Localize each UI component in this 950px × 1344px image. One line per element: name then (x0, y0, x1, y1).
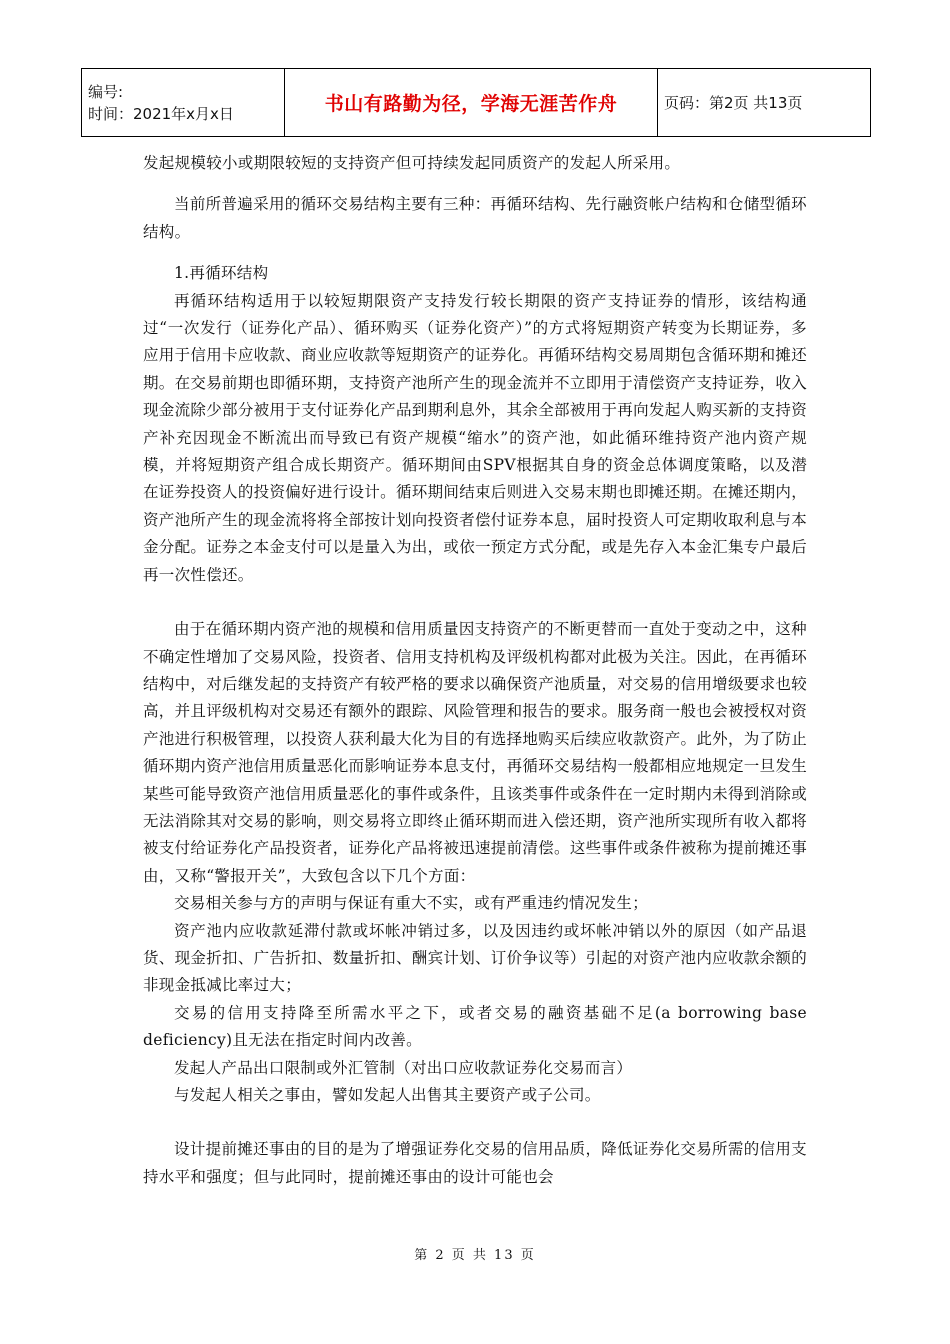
section-heading-recycling: 1.再循环结构 (174, 264, 269, 283)
page-footer: 第 2 页 共 13 页 (414, 1248, 536, 1263)
paragraph-structures-overview: 当前所普遍采用的循环交易结构主要有三种：再循环结构、先行融资帐户结构和仓储型循环结构。 (143, 195, 807, 241)
list-item-trigger-3: 交易的信用支持降至所需水平之下，或者交易的融资基础不足(a borrowing base deficiency)且无法在指定时间内改善。 (143, 1003, 807, 1050)
paragraph-trigger-purpose: 设计提前摊还事由的目的是为了增强证券化交易的信用品质，降低证券化交易所需的信用支持水平和强度；但与此同时，提前摊还事由的设计可能也会 (143, 1140, 807, 1186)
header-meta (82, 69, 285, 137)
header-motto: 书山有路勤为径，学海无涯苦作舟 (285, 69, 658, 137)
paragraph-risk-and-triggers: 由于在循环期内资产池的规模和信用质量因支持资产的不断更替而一直处于变动之中，这种不确定性增加了交易风险，投资者、信用支持机构及评级机构都对此极为关注。因此，在再循环结构中，对后继发起的支持资产有较严格的要求以确保资产池质量，对交易的信用增级要求也较高，并且评级机构对交易还有额外的跟踪、风险管理和报告的要求。服务商一般也会被授权对资产池进行积极管理，以投资人获利最大化为目的有选择地购买后续应收款资产。此外，为了防止循环期内资产池信用质量恶化而影响证券本息支付，再循环交易结构一般都相应地规定一旦发生某些可能导致资产池信用质量恶化的事件或条件，且该类事件或条件在一定时期内未得到消除或无法消除其对交易的影响，则交易将立即终止循环期而进入偿还期，资产池所实现所有收入都将被支付给证券化产品投资者，证券化产品将被迅速提前清偿。这些事件或条件被称为提前摊还事由，又称“警报开关”，大致包含以下几个方面： (143, 620, 807, 885)
paragraph-intro-continued: 发起规模较小或期限较短的支持资产但可持续发起同质资产的发起人所采用。 (143, 154, 681, 172)
number-label: 编号: (88, 82, 124, 101)
paragraph-recycling-structure: 再循环结构适用于以较短期限资产支持发行较长期限的资产支持证券的情形，该结构通过“一次发行（证券化产品）、循环购买（证券化资产）”的方式将短期资产转变为长期证券，多应用于信用卡应收款、商业应收款等短期资产的证券化。再循环结构交易周期包含循环期和摊还期。在交易前期也即循环期，支持资产池所产生的现金流并不立即用于清偿资产支持证券，收入现金流除少部分被用于支付证券化产品到期利息外，其余全部被用于再向发起人购买新的支持资产补充因现金不断流出而导致已有资产规模“缩水”的资产池，如此循环维持资产池内资产规模，并将短期资产组合成长期资产。循环期间由SPV根据其自身的资金总体调度策略，以及潜在证券投资人的投资偏好进行设计。循环期间结束后则进入交易末期也即摊还期。在摊还期内，资产池所产生的现金流将将全部按计划向投资者偿付证券本息，届时投资人可定期收取利息与本金分配。证券之本金支付可以是量入为出，或依一预定方式分配，或是先存入本金汇集专户最后再一次性偿还。 (143, 291, 807, 584)
time-label: 时间：2021年x月x日 (88, 104, 234, 123)
list-item-trigger-4: 发起人产品出口限制或外汇管制（对出口应收款证券化交易而言） (174, 1058, 633, 1077)
document-body (143, 150, 807, 1191)
list-item-trigger-5: 与发起人相关之事由，譬如发起人出售其主要资产或子公司。 (174, 1086, 601, 1104)
document-header (81, 68, 871, 137)
header-page-info: 页码：第2页 共13页 (658, 69, 871, 137)
list-item-trigger-1: 交易相关参与方的声明与保证有重大不实，或有严重违约情况发生； (174, 894, 649, 913)
list-item-trigger-2: 资产池内应收款延滞付款或坏帐冲销过多，以及因违约或坏帐冲销以外的原因（如产品退货、现金折扣、广告折扣、数量折扣、酬宾计划、订价争议等）引起的对资产池内应收款余额的非现金抵减比率过大； (143, 921, 807, 995)
